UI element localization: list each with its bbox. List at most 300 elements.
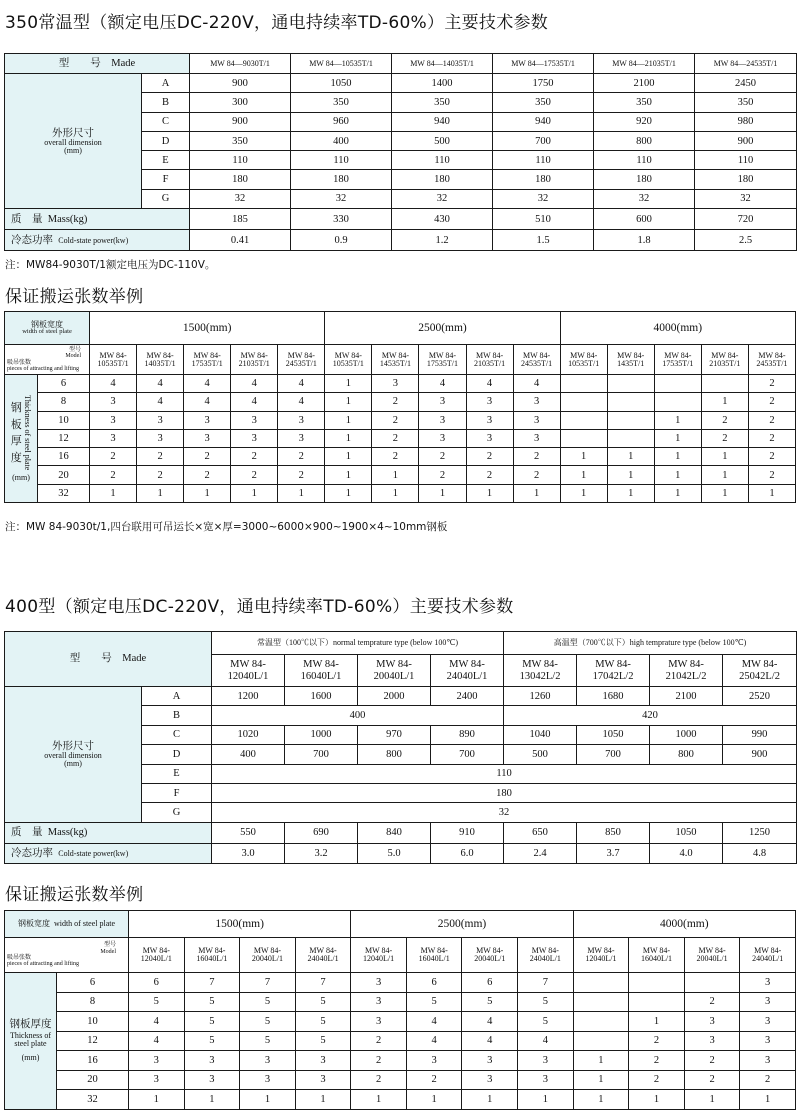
count-cell: 3 <box>518 1070 574 1090</box>
count-cell: 3 <box>129 1070 185 1090</box>
count-cell: 3 <box>295 1070 351 1090</box>
model-prefix: MW 84- <box>522 659 558 671</box>
mass-value: 690 <box>285 822 358 843</box>
count-cell: 2 <box>372 393 419 411</box>
count-cell: 3 <box>231 411 278 429</box>
model-prefix: MW 84- <box>240 350 268 360</box>
dim-value: 1000 <box>650 725 723 744</box>
thickness-row <box>5 1031 796 1051</box>
count-cell: 3 <box>129 1051 185 1071</box>
model-prefix: MW 84- <box>698 946 726 955</box>
thickness-value: 10 <box>57 1012 129 1032</box>
thickness-value: 6 <box>57 973 129 993</box>
count-cell: 2 <box>231 448 278 466</box>
model-prefix: MW 84- <box>303 659 339 671</box>
dim-value: 2100 <box>594 74 695 93</box>
count-cell: 2 <box>513 448 560 466</box>
dim-value: 180 <box>291 170 392 189</box>
count-cell: 4 <box>406 1012 462 1032</box>
count-cell: 3 <box>740 1012 796 1032</box>
model-suffix: 20040L/1 <box>373 670 415 682</box>
count-cell <box>607 393 654 411</box>
dim-value: 180 <box>493 170 594 189</box>
model-prefix: MW 84- <box>531 946 559 955</box>
count-cell: 5 <box>518 992 574 1012</box>
count-cell <box>560 393 607 411</box>
thickness-row <box>5 1070 796 1090</box>
count-cell: 1 <box>278 484 325 502</box>
dim-key: G <box>142 803 212 822</box>
count-cell: 5 <box>462 992 518 1012</box>
count-cell <box>629 992 685 1012</box>
power-value: 4.0 <box>650 843 723 863</box>
count-cell: 1 <box>654 448 701 466</box>
dim-key: C <box>142 112 190 131</box>
count-cell <box>607 411 654 429</box>
count-cell: 2 <box>748 429 795 447</box>
model-prefix: MW 84- <box>381 350 410 360</box>
model-suffix: 24040L/1 <box>446 670 488 682</box>
lift-table-400 <box>4 910 796 1110</box>
model-cell: MW 84—24535T/1 <box>695 54 797 74</box>
model-suffix: 17535T/1 <box>191 358 223 368</box>
count-cell: 3 <box>419 393 466 411</box>
count-cell: 4 <box>231 375 278 393</box>
thickness-char: 度 <box>10 450 22 464</box>
model-prefix: MW 84- <box>758 350 786 360</box>
dimension-label-zh: 外形尺寸 <box>52 739 94 752</box>
model-suffix: 20040L/1 <box>474 954 506 963</box>
count-cell: 4 <box>184 393 231 411</box>
count-cell: 3 <box>90 411 137 429</box>
model-suffix: 25042L/2 <box>739 670 780 682</box>
dim-value: 1600 <box>285 687 358 706</box>
model-cell <box>748 345 795 375</box>
model-cell: MW 84—21035T/1 <box>594 54 695 74</box>
count-cell: 4 <box>278 375 325 393</box>
dim-key: E <box>142 764 212 783</box>
count-cell: 4 <box>129 1031 185 1051</box>
count-cell <box>701 375 748 393</box>
count-cell: 1 <box>184 484 231 502</box>
model-cell <box>278 345 325 375</box>
note-350: 注：MW84-9030T/1额定电压为DC-110V。 <box>5 259 216 271</box>
section1-title: 350常温型（额定电压DC-220V，通电持续率TD-60%）主要技术参数 <box>5 13 549 33</box>
count-cell: 3 <box>240 1070 296 1090</box>
dim-value: 700 <box>431 745 504 764</box>
dim-value: 400 <box>212 745 285 764</box>
dim-value: 800 <box>594 131 695 150</box>
model-cell <box>431 655 504 687</box>
count-cell: 1 <box>325 375 372 393</box>
thickness-row <box>5 393 796 411</box>
dim-value: 180 <box>392 170 493 189</box>
count-cell: 3 <box>462 1051 518 1071</box>
dim-value: 1750 <box>493 74 594 93</box>
count-cell: 2 <box>372 411 419 429</box>
thickness-row <box>5 1090 796 1110</box>
count-cell: 2 <box>278 448 325 466</box>
count-cell: 3 <box>137 411 184 429</box>
dimension-unit: (mm) <box>64 758 82 768</box>
mass-value: 910 <box>431 822 504 843</box>
dim-value: 1050 <box>577 725 650 744</box>
dim-value: 350 <box>291 93 392 112</box>
count-cell: 3 <box>684 1012 740 1032</box>
model-suffix: 21035T/1 <box>473 358 506 368</box>
count-cell: 2 <box>137 448 184 466</box>
dim-key: B <box>142 93 190 112</box>
power-value: 1.5 <box>493 230 594 251</box>
count-cell: 1 <box>231 484 278 502</box>
dim-key: F <box>142 783 212 802</box>
model-cell <box>701 345 748 375</box>
dim-key: F <box>142 170 190 189</box>
count-cell: 2 <box>629 1070 685 1090</box>
note-lift-350: 注：MW 84-9030t/1,四台联用可吊运长×宽×厚=3000~6000×900~1900×4~10mm钢板 <box>5 521 448 533</box>
dim-key: E <box>142 151 190 170</box>
dim-key: G <box>142 189 190 208</box>
count-cell: 4 <box>129 1012 185 1032</box>
count-cell: 2 <box>684 1070 740 1090</box>
power-value: 2.5 <box>695 230 797 251</box>
count-cell: 1 <box>325 448 372 466</box>
count-cell: 2 <box>278 466 325 484</box>
dim-value: 2000 <box>358 687 431 706</box>
count-cell: 1 <box>325 484 372 502</box>
count-cell: 1 <box>462 1090 518 1110</box>
model-prefix: MW 84- <box>475 350 504 360</box>
count-cell: 6 <box>129 973 185 993</box>
group-high: 高温型（700℃以下）high temprature type (below 100℃) <box>504 632 797 655</box>
thickness-label-box <box>5 395 37 470</box>
model-suffix: 17535T/1 <box>662 358 694 368</box>
dimension-label-en: overall dimension <box>44 137 102 147</box>
count-cell: 3 <box>278 429 325 447</box>
count-cell: 1 <box>701 393 748 411</box>
mass-value: 510 <box>493 209 594 230</box>
model-suffix: 14035T/1 <box>144 358 176 368</box>
count-cell: 1 <box>629 1090 685 1110</box>
model-suffix: 24040L/1 <box>529 954 561 963</box>
count-cell: 3 <box>278 411 325 429</box>
section4-title: 保证搬运张数举例 <box>5 885 144 905</box>
thickness-value: 32 <box>38 484 90 502</box>
thickness-value: 8 <box>57 992 129 1012</box>
model-suffix: 16040L/1 <box>300 670 342 682</box>
count-cell: 1 <box>406 1090 462 1110</box>
group-1500: 1500(mm) <box>129 911 351 938</box>
power-label: 冷态功率 Cold-state power(kw) <box>5 843 212 863</box>
model-suffix: 24040L/1 <box>752 954 784 963</box>
dim-value: 1680 <box>577 687 650 706</box>
dim-key: A <box>142 74 190 93</box>
thickness-row <box>5 992 796 1012</box>
spec-table-350 <box>4 53 797 251</box>
count-cell: 3 <box>466 393 513 411</box>
thickness-row <box>5 1051 796 1071</box>
model-suffix: 24535T/1 <box>285 358 317 368</box>
count-cell <box>607 429 654 447</box>
count-cell: 2 <box>184 448 231 466</box>
model-cell <box>351 938 407 973</box>
dim-value: 1200 <box>212 687 285 706</box>
dim-value: 400 <box>212 706 504 725</box>
model-cell <box>285 655 358 687</box>
thickness-char: 厚 <box>10 434 22 448</box>
dim-value: 2450 <box>695 74 797 93</box>
dim-value: 110 <box>392 151 493 170</box>
model-cell <box>723 655 797 687</box>
model-cell <box>654 345 701 375</box>
count-cell: 6 <box>462 973 518 993</box>
model-prefix: MW 84- <box>99 350 127 360</box>
model-suffix: 16040L/1 <box>640 954 673 963</box>
dim-value: 300 <box>190 93 291 112</box>
dim-value: 900 <box>695 131 797 150</box>
count-cell: 3 <box>513 393 560 411</box>
count-cell: 2 <box>351 1031 407 1051</box>
count-cell: 3 <box>372 375 419 393</box>
thickness-en: Thickness of steel plate <box>23 395 33 471</box>
count-cell: 1 <box>654 411 701 429</box>
group-4000: 4000(mm) <box>560 312 795 345</box>
count-cell: 1 <box>184 1090 240 1110</box>
count-cell: 4 <box>90 375 137 393</box>
count-cell: 1 <box>325 466 372 484</box>
model-prefix: MW 84- <box>365 946 393 955</box>
count-cell: 7 <box>518 973 574 993</box>
count-cell: 6 <box>406 973 462 993</box>
model-prefix: MW 84- <box>428 350 457 360</box>
count-cell: 3 <box>351 992 407 1012</box>
count-cell: 1 <box>607 484 654 502</box>
model-prefix: MW 84- <box>193 350 221 360</box>
count-cell <box>684 973 740 993</box>
dimension-label-zh: 外形尺寸 <box>52 126 94 139</box>
count-cell: 5 <box>295 992 351 1012</box>
model-prefix: MW 84- <box>523 350 551 360</box>
model-prefix: MW 84- <box>570 350 598 360</box>
thickness-row <box>5 484 796 502</box>
dim-value: 32 <box>190 189 291 208</box>
power-value: 6.0 <box>431 843 504 863</box>
thickness-value: 12 <box>38 429 90 447</box>
dim-value: 110 <box>695 151 797 170</box>
dim-value: 110 <box>190 151 291 170</box>
dim-value: 180 <box>594 170 695 189</box>
model-cell <box>372 345 419 375</box>
model-prefix: MW 84- <box>476 946 504 955</box>
group-normal: 常温型（100℃以下）normal temprature type (below 100℃) <box>212 632 504 655</box>
thickness-value: 6 <box>38 375 90 393</box>
model-cell <box>462 938 518 973</box>
count-cell: 2 <box>406 1070 462 1090</box>
mass-value: 550 <box>212 822 285 843</box>
model-suffix: 12040L/1 <box>585 954 617 963</box>
dim-value: 32 <box>594 189 695 208</box>
power-value: 5.0 <box>358 843 431 863</box>
dimension-unit: (mm) <box>64 145 82 155</box>
count-cell: 1 <box>137 484 184 502</box>
dim-value: 800 <box>358 745 431 764</box>
dim-value: 400 <box>291 131 392 150</box>
mass-value: 330 <box>291 209 392 230</box>
count-cell: 5 <box>406 992 462 1012</box>
count-cell: 4 <box>513 375 560 393</box>
count-cell: 1 <box>90 484 137 502</box>
model-cell <box>419 345 466 375</box>
dim-value: 110 <box>291 151 392 170</box>
count-cell: 3 <box>184 1051 240 1071</box>
mass-value: 1050 <box>650 822 723 843</box>
dim-value: 32 <box>392 189 493 208</box>
spec-table-400 <box>4 631 797 864</box>
count-cell <box>654 393 701 411</box>
thickness-unit: (mm) <box>12 472 30 482</box>
count-cell: 5 <box>184 992 240 1012</box>
count-cell: 2 <box>513 466 560 484</box>
header-model: 型 号 Made <box>5 54 190 74</box>
thickness-value: 16 <box>38 448 90 466</box>
count-cell: 2 <box>419 466 466 484</box>
model-prefix: MW 84- <box>253 946 282 955</box>
model-prefix: MW 84- <box>741 659 778 671</box>
model-prefix: MW 84- <box>587 946 615 955</box>
dim-value: 800 <box>650 745 723 764</box>
dim-value: 1040 <box>504 725 577 744</box>
count-cell: 3 <box>740 1051 796 1071</box>
model-suffix: 13042L/2 <box>519 670 561 682</box>
dim-value: 2100 <box>650 687 723 706</box>
count-cell: 5 <box>295 1031 351 1051</box>
thickness-row <box>5 466 796 484</box>
model-cell <box>406 938 462 973</box>
count-cell: 1 <box>701 466 748 484</box>
count-cell: 3 <box>513 411 560 429</box>
dim-value: 350 <box>695 93 797 112</box>
model-cell <box>295 938 351 973</box>
count-cell: 2 <box>137 466 184 484</box>
count-cell: 4 <box>278 393 325 411</box>
power-value: 3.7 <box>577 843 650 863</box>
count-cell: 2 <box>419 448 466 466</box>
count-cell: 1 <box>372 466 419 484</box>
power-value: 3.2 <box>285 843 358 863</box>
count-cell: 3 <box>295 1051 351 1071</box>
model-cell <box>129 938 185 973</box>
model-cell <box>573 938 629 973</box>
count-cell: 1 <box>654 484 701 502</box>
dimension-label <box>5 74 142 209</box>
model-cell: MW 84—17535T/1 <box>493 54 594 74</box>
model-suffix: 10535T/1 <box>332 358 364 368</box>
count-cell: 1 <box>560 448 607 466</box>
count-cell: 3 <box>137 429 184 447</box>
count-cell: 5 <box>184 1012 240 1032</box>
width-label: 钢板宽度 width of steel plate <box>5 911 129 938</box>
mass-value: 720 <box>695 209 797 230</box>
count-cell: 2 <box>90 448 137 466</box>
model-suffix: 12040L/1 <box>363 954 395 963</box>
dim-value: 1400 <box>392 74 493 93</box>
model-suffix: 24535T/1 <box>756 358 788 368</box>
dim-value: 350 <box>493 93 594 112</box>
count-cell: 3 <box>406 1051 462 1071</box>
thickness-unit: (mm) <box>21 1053 40 1063</box>
model-cell <box>740 938 796 973</box>
model-suffix: 16040L/1 <box>418 954 450 963</box>
count-cell <box>560 411 607 429</box>
width-label: 钢板宽度 width of steel plate <box>5 312 90 345</box>
count-cell: 1 <box>573 1070 629 1090</box>
model-suffix: 20040L/1 <box>251 954 283 963</box>
dim-key: B <box>142 706 212 725</box>
count-cell: 2 <box>748 375 795 393</box>
dim-value: 980 <box>695 112 797 131</box>
thickness-row <box>5 973 796 993</box>
count-cell: 1 <box>748 484 795 502</box>
dim-value: 110 <box>212 764 797 783</box>
count-cell: 1 <box>295 1090 351 1110</box>
mass-label: 质 量 Mass(kg) <box>5 209 190 230</box>
model-prefix: MW 84- <box>449 659 485 671</box>
count-cell: 3 <box>184 411 231 429</box>
model-prefix: MW 84- <box>668 659 704 671</box>
power-value: 3.0 <box>212 843 285 863</box>
model-suffix: 17535T/1 <box>426 358 459 368</box>
model-prefix: MW 84- <box>230 659 266 671</box>
count-cell: 2 <box>629 1051 685 1071</box>
dim-value: 350 <box>594 93 695 112</box>
model-cell <box>184 938 240 973</box>
thickness-value: 20 <box>38 466 90 484</box>
dim-value: 700 <box>493 131 594 150</box>
model-suffix: 16040L/1 <box>196 954 228 963</box>
count-cell: 1 <box>740 1090 796 1110</box>
count-cell: 3 <box>90 393 137 411</box>
count-cell: 2 <box>701 429 748 447</box>
thickness-row <box>5 448 796 466</box>
count-cell: 3 <box>184 1070 240 1090</box>
count-cell: 1 <box>419 484 466 502</box>
count-cell <box>573 973 629 993</box>
model-prefix: MW 84- <box>334 350 362 360</box>
count-cell: 1 <box>607 448 654 466</box>
count-cell: 2 <box>684 992 740 1012</box>
dim-value: 700 <box>285 745 358 764</box>
count-cell: 1 <box>372 484 419 502</box>
model-prefix: MW 84- <box>617 350 645 360</box>
dim-value: 970 <box>358 725 431 744</box>
power-value: 0.9 <box>291 230 392 251</box>
power-value: 1.2 <box>392 230 493 251</box>
count-cell: 3 <box>419 429 466 447</box>
count-cell <box>573 1012 629 1032</box>
count-cell: 2 <box>231 466 278 484</box>
corner-header: 型号 Model 吸吊张数 pieces of attracting and lifting <box>5 345 90 375</box>
section3-title: 400型（额定电压DC-220V，通电持续率TD-60%）主要技术参数 <box>5 597 514 617</box>
count-cell: 2 <box>748 393 795 411</box>
count-cell: 1 <box>518 1090 574 1110</box>
model-cell <box>358 655 431 687</box>
model-cell <box>560 345 607 375</box>
thickness-en: Thickness of steel plate <box>9 1031 52 1049</box>
dim-value: 920 <box>594 112 695 131</box>
model-cell <box>137 345 184 375</box>
power-value: 2.4 <box>504 843 577 863</box>
thickness-row <box>5 375 796 393</box>
